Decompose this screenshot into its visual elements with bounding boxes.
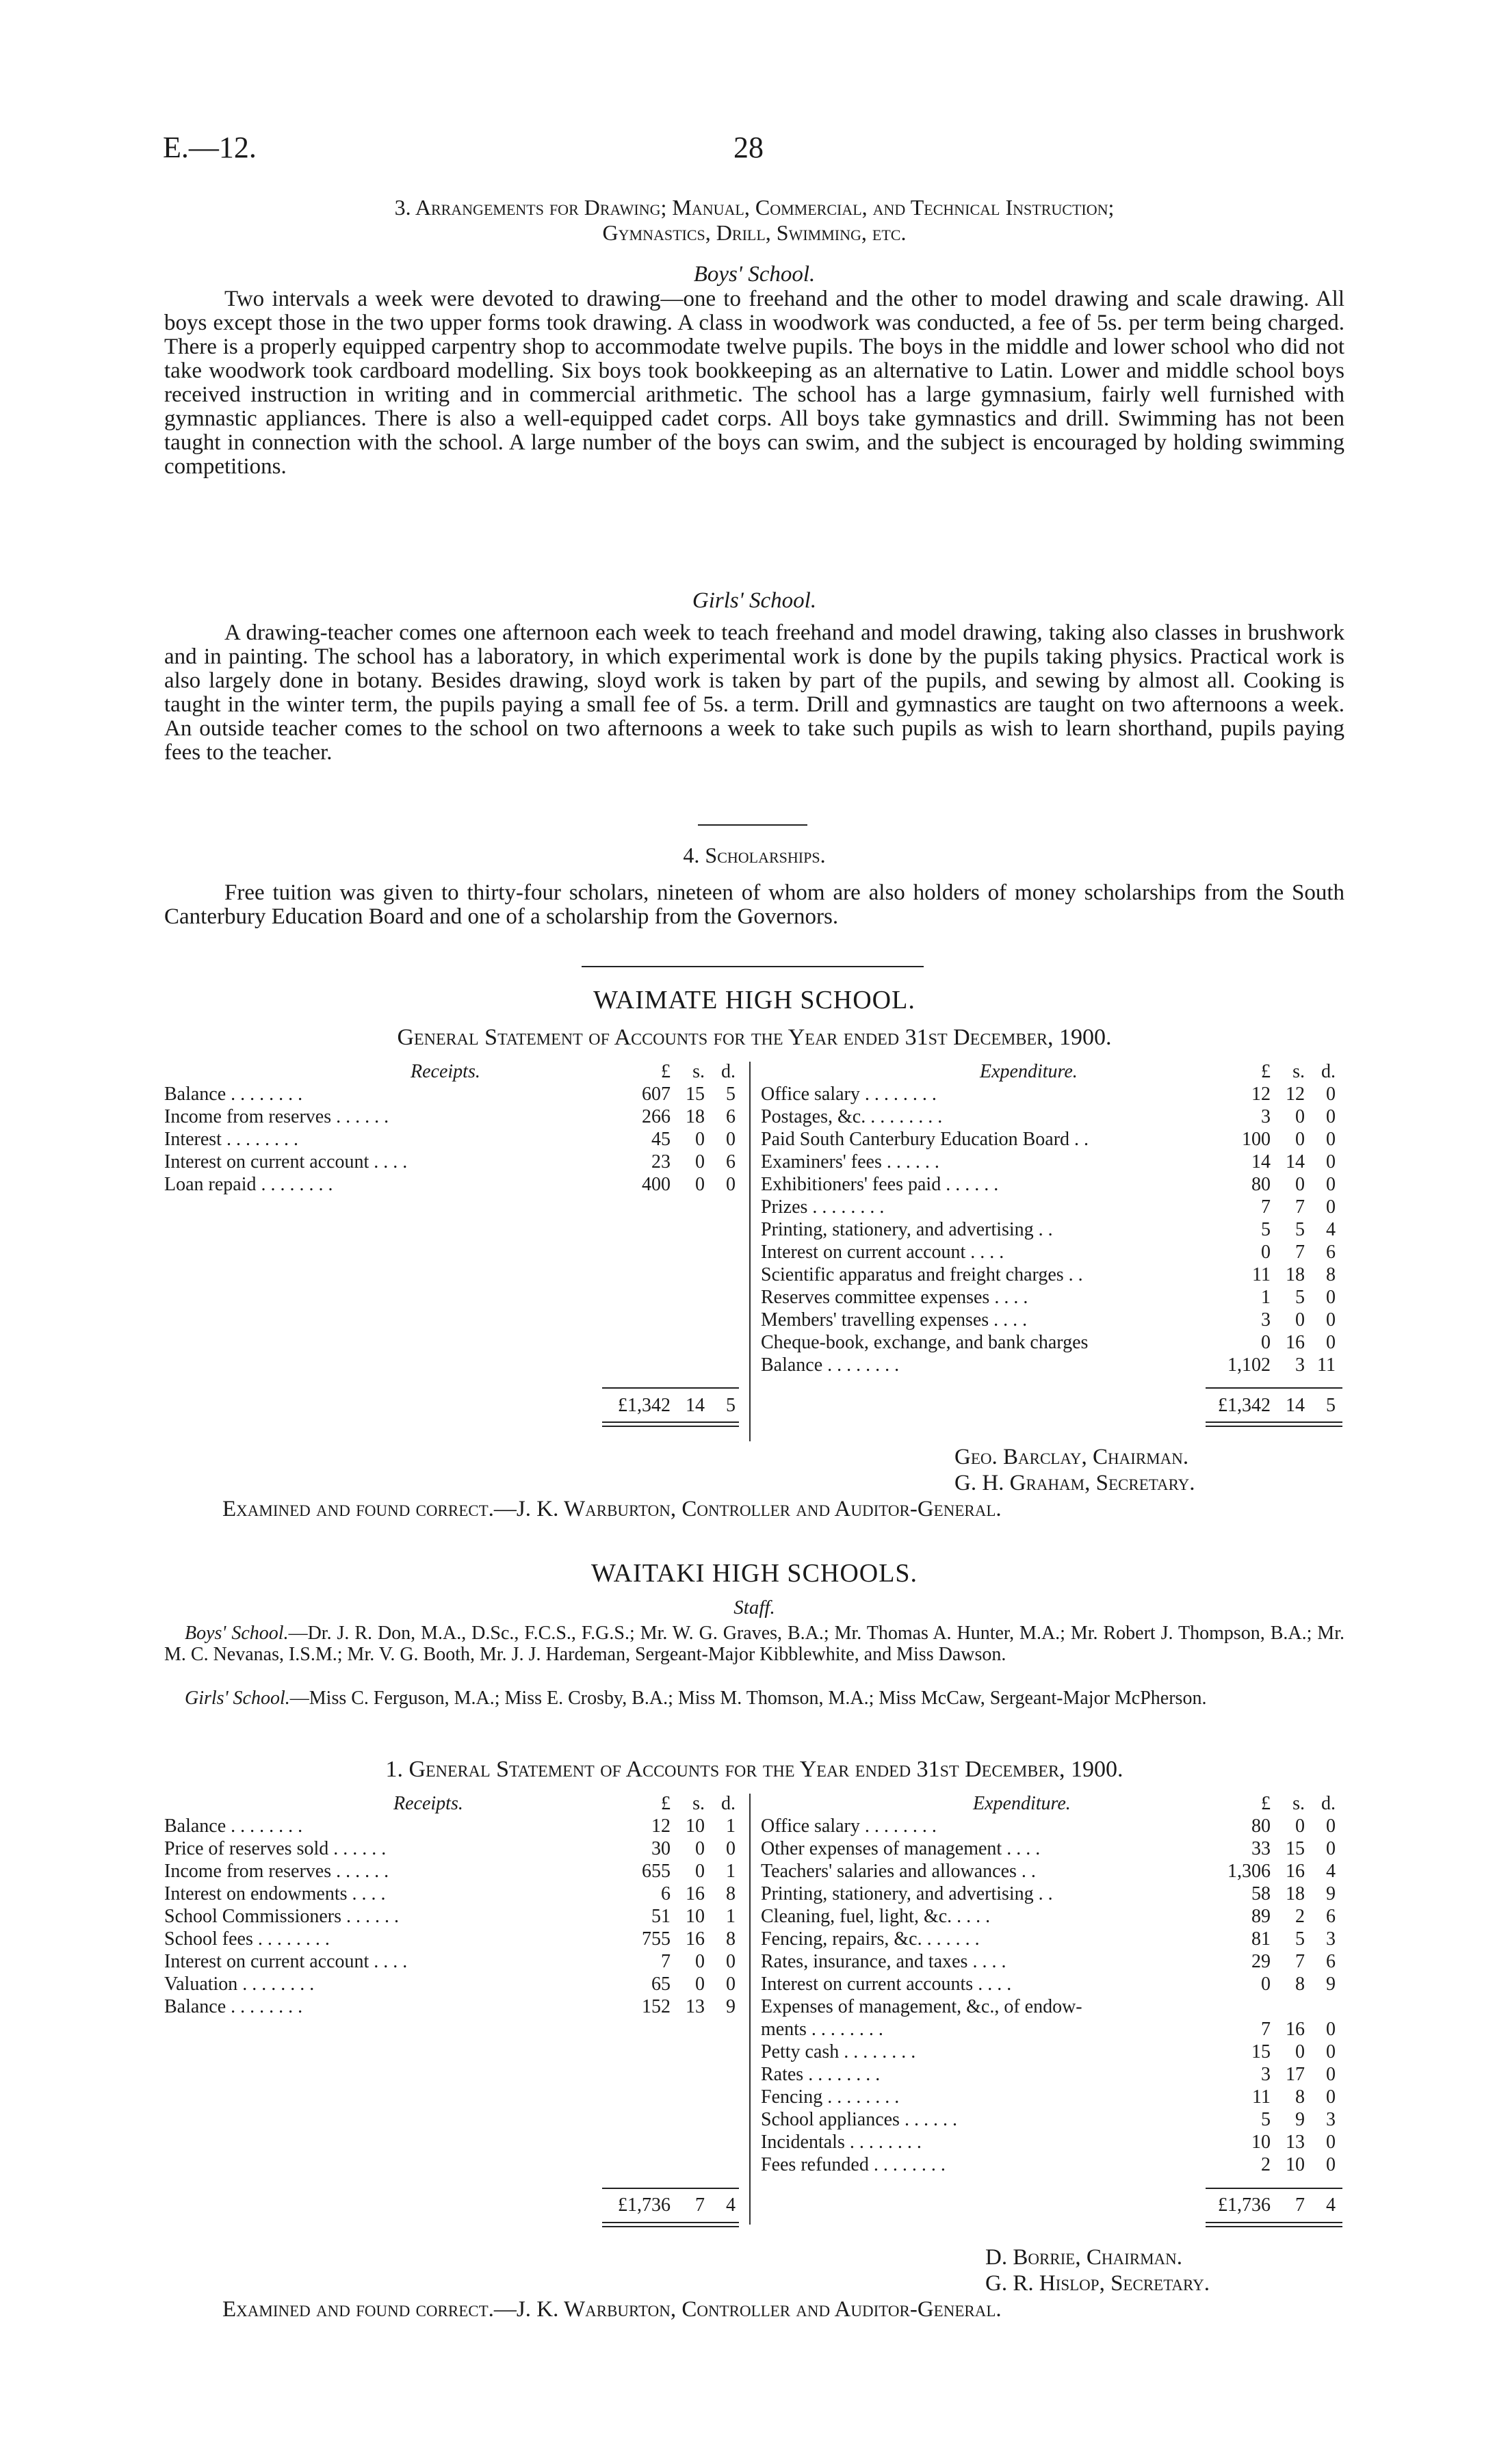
pounds-value: 655 — [642, 1861, 671, 1882]
row-label: Incidentals . . . . . . . . — [761, 2132, 922, 2153]
total-rule — [1206, 1387, 1342, 1389]
row-label: Interest on current account . . . . — [164, 1151, 408, 1172]
shillings-value: 0 — [695, 1151, 705, 1172]
shillings-value: 14 — [1286, 1151, 1305, 1172]
pence-value: 0 — [1326, 1332, 1336, 1353]
pounds-value: 607 — [642, 1084, 671, 1105]
pence-value: 0 — [1326, 2041, 1336, 2062]
table-column-divider — [749, 1062, 751, 1441]
pence-value: 9 — [1326, 1883, 1336, 1904]
row-label: Interest on endowments . . . . — [164, 1883, 386, 1904]
waimate-secretary: G. H. Graham, Secretary. — [954, 1471, 1195, 1495]
total-rule — [602, 1387, 739, 1389]
shillings-value: 0 — [1295, 1816, 1305, 1837]
expenditure-row — [761, 1905, 1349, 1928]
pounds-value: 7 — [1261, 2019, 1271, 2040]
expenditure-row — [761, 1331, 1349, 1354]
pence-value: 11 — [1317, 1354, 1336, 1376]
expenditure-row — [761, 2153, 1349, 2176]
boys-school-heading: Boys' School. — [693, 262, 816, 287]
pence-value: 0 — [726, 1129, 736, 1150]
pounds-value: 10 — [1251, 2132, 1271, 2153]
pence-value: 0 — [1326, 1174, 1336, 1195]
shillings-value: 16 — [1286, 2019, 1305, 2040]
row-label: Examiners' fees . . . . . . — [761, 1151, 939, 1172]
pence-value: 0 — [1326, 1196, 1336, 1218]
row-label: Prizes . . . . . . . . — [761, 1196, 885, 1218]
row-label: Balance . . . . . . . . — [164, 1084, 303, 1105]
pounds-value: 80 — [1251, 1816, 1271, 1837]
pounds-value: 100 — [1242, 1129, 1271, 1150]
shillings-value: 0 — [695, 1974, 705, 1995]
col-shillings: s. — [1292, 1793, 1305, 1814]
waitaki-receipts-total: £1,736 7 4 — [618, 2194, 736, 2216]
shillings-value: 0 — [1295, 2041, 1305, 2062]
total-rule — [602, 2188, 739, 2189]
row-label: School fees . . . . . . . . — [164, 1928, 330, 1950]
double-rule — [1206, 1421, 1342, 1427]
shillings-value: 15 — [686, 1084, 705, 1105]
shillings-value: 18 — [686, 1106, 705, 1127]
scholarships-paragraph: Free tuition was given to thirty-four scholars, nineteen of whom are also holders of money scholarships from the South Canterbury Education Board and one of a scholarship from the Governors. — [164, 880, 1344, 929]
receipt-row — [164, 1105, 742, 1128]
pounds-value: 12 — [1251, 1084, 1271, 1105]
pounds-value: 33 — [1251, 1838, 1271, 1859]
receipts-heading: Receipts. — [411, 1061, 480, 1082]
col-pounds: £ — [661, 1793, 671, 1814]
pence-value: 0 — [1326, 1129, 1336, 1150]
shillings-value: 2 — [1295, 1906, 1305, 1927]
receipt-row — [164, 1815, 742, 1837]
row-label: Interest on current account . . . . — [164, 1951, 408, 1972]
pence-value: 0 — [1326, 1151, 1336, 1172]
pence-value: 5 — [726, 1084, 736, 1105]
pounds-value: 1,102 — [1227, 1354, 1271, 1376]
row-label: Valuation . . . . . . . . — [164, 1974, 315, 1995]
waimate-expenditure-total: £1,342 14 5 — [1218, 1395, 1336, 1416]
shillings-value: 0 — [1295, 1174, 1305, 1195]
shillings-value: 10 — [686, 1906, 705, 1927]
expenditure-row — [761, 2063, 1349, 2086]
expenditure-row — [761, 1151, 1349, 1173]
waimate-chairman: Geo. Barclay, Chairman. — [954, 1445, 1189, 1469]
row-label: Rates . . . . . . . . — [761, 2064, 881, 2085]
expenditure-row — [761, 1196, 1349, 1218]
pounds-value: 3 — [1261, 1106, 1271, 1127]
expenditure-row — [761, 1883, 1349, 1905]
shillings-value: 13 — [1286, 2132, 1305, 2153]
pence-value: 6 — [1326, 1951, 1336, 1972]
pounds-value: 5 — [1261, 1219, 1271, 1240]
shillings-value: 8 — [1295, 2086, 1305, 2108]
pounds-value: 3 — [1261, 2064, 1271, 2085]
pounds-value: 30 — [651, 1838, 671, 1859]
row-label: Interest on current accounts . . . . — [761, 1974, 1012, 1995]
row-label: Printing, stationery, and advertising . . — [761, 1883, 1053, 1904]
waitaki-secretary: G. R. Hislop, Secretary. — [985, 2271, 1210, 2296]
shillings-value: 16 — [686, 1928, 705, 1950]
receipt-row — [164, 1860, 742, 1883]
girls-school-paragraph: A drawing-teacher comes one afternoon each week to teach freehand and model drawing, taking also classes in brushwork and in painting. The school has a laboratory, in which experimental work is done by the pupils taking physics. Practical work is also largely done in botany. Besides drawing, sloyd work is taken by part of the pupils, and sewing by almost all. Cooking is taught in the winter term, the pupils paying a small fee of 5s. a term. Drill and gymnastics are taught on two afternoons a week. An outside teacher comes to the school on two afternoons a week to take such pupils as wish to learn shorthand, pupils paying fees to the teacher. — [164, 620, 1344, 765]
col-pounds: £ — [1261, 1793, 1271, 1814]
row-label: School Commissioners . . . . . . — [164, 1906, 400, 1927]
expenditure-heading: Expenditure. — [980, 1061, 1078, 1082]
receipt-row — [164, 1950, 742, 1973]
pounds-value: 266 — [642, 1106, 671, 1127]
row-label: Reserves committee expenses . . . . — [761, 1287, 1028, 1308]
row-label: Office salary . . . . . . . . — [761, 1084, 937, 1105]
row-label: Paid South Canterbury Education Board . . — [761, 1129, 1089, 1150]
shillings-value: 0 — [695, 1838, 705, 1859]
pence-value: 8 — [726, 1928, 736, 1950]
expenditure-row — [761, 1950, 1349, 1973]
shillings-value: 0 — [695, 1951, 705, 1972]
pence-value: 6 — [1326, 1906, 1336, 1927]
row-label: School appliances . . . . . . — [761, 2109, 957, 2130]
shillings-value: 12 — [1286, 1084, 1305, 1105]
row-label: Income from reserves . . . . . . — [164, 1861, 389, 1882]
girls-school-heading: Girls' School. — [692, 588, 817, 613]
expenditure-row — [761, 1973, 1349, 1995]
staff-heading: Staff. — [733, 1597, 775, 1618]
waimate-expenditure-table — [761, 1060, 1349, 1376]
pence-value: 8 — [1326, 1264, 1336, 1285]
pounds-value: 1 — [1261, 1287, 1271, 1308]
receipt-row — [164, 1883, 742, 1905]
pence-value: 4 — [1326, 1861, 1336, 1882]
waitaki-examined: Examined and found correct.—J. K. Warburton, Controller and Auditor-General. — [222, 2297, 1002, 2322]
pence-value: 0 — [1326, 1816, 1336, 1837]
receipt-row — [164, 1837, 742, 1860]
receipts-heading: Receipts. — [393, 1793, 463, 1814]
expenditure-row — [761, 1995, 1349, 2018]
expenditure-row — [761, 2086, 1349, 2108]
expenditure-row — [761, 1309, 1349, 1331]
expenditure-row — [761, 1241, 1349, 1263]
waitaki-expenditure-table — [761, 1792, 1349, 2176]
shillings-value: 17 — [1286, 2064, 1305, 2085]
shillings-value: 0 — [695, 1174, 705, 1195]
waimate-title: WAIMATE HIGH SCHOOL. — [593, 986, 915, 1014]
pounds-value: 755 — [642, 1928, 671, 1950]
waitaki-statement-title: 1. General Statement of Accounts for the Year ended 31st December, 1900. — [385, 1757, 1123, 1782]
waitaki-receipts-table — [164, 1792, 742, 2018]
shillings-value: 16 — [686, 1883, 705, 1904]
expenditure-row — [761, 1815, 1349, 1837]
receipt-row — [164, 1905, 742, 1928]
pence-value: 0 — [726, 1974, 736, 1995]
col-pounds: £ — [1261, 1061, 1271, 1082]
row-label: Price of reserves sold . . . . . . — [164, 1838, 387, 1859]
shillings-value: 3 — [1295, 1354, 1305, 1376]
pence-value: 8 — [726, 1883, 736, 1904]
waimate-receipts-total: £1,342 14 5 — [618, 1395, 736, 1416]
col-pence: d. — [1321, 1061, 1336, 1082]
shillings-value: 0 — [1295, 1106, 1305, 1127]
row-label: Income from reserves . . . . . . — [164, 1106, 389, 1127]
row-label: Balance . . . . . . . . — [761, 1354, 900, 1376]
expenditure-row — [761, 1860, 1349, 1883]
waitaki-expenditure-total: £1,736 7 4 — [1218, 2194, 1336, 2216]
expenditure-row — [761, 1218, 1349, 1241]
pence-value: 0 — [1326, 2154, 1336, 2175]
expenditure-row — [761, 1083, 1349, 1105]
waitaki-girls-staff: Girls' School.—Miss C. Ferguson, M.A.; Miss E. Crosby, B.A.; Miss M. Thomson, M.A.; Miss McCaw, Sergeant-Major McPherson. — [185, 1688, 1207, 1709]
row-label: Postages, &c. . . . . . . . . — [761, 1106, 943, 1127]
pounds-value: 51 — [651, 1906, 671, 1927]
expenditure-row — [761, 2108, 1349, 2131]
pounds-value: 29 — [1251, 1951, 1271, 1972]
receipt-row — [164, 1973, 742, 1995]
double-rule — [602, 1421, 739, 1427]
expenditure-row — [761, 2041, 1349, 2063]
report-reference: E.—12. — [163, 131, 257, 164]
pounds-value: 11 — [1252, 1264, 1271, 1285]
pounds-value: 0 — [1261, 1974, 1271, 1995]
col-pence: d. — [721, 1061, 736, 1082]
pence-value: 0 — [1326, 2086, 1336, 2108]
pounds-value: 0 — [1261, 1242, 1271, 1263]
row-label: Printing, stationery, and advertising . . — [761, 1219, 1053, 1240]
waitaki-title: WAITAKI HIGH SCHOOLS. — [590, 1559, 918, 1588]
pounds-value: 23 — [651, 1151, 671, 1172]
expenditure-row — [761, 1105, 1349, 1128]
divider — [698, 824, 807, 826]
pounds-value: 80 — [1251, 1174, 1271, 1195]
shillings-value: 16 — [1286, 1861, 1305, 1882]
row-label: Fencing, repairs, &c. . . . . . . — [761, 1928, 980, 1950]
receipt-row — [164, 1151, 742, 1173]
expenditure-row — [761, 2018, 1349, 2041]
shillings-value: 5 — [1295, 1219, 1305, 1240]
col-pence: d. — [721, 1793, 736, 1814]
table-column-divider — [749, 1794, 751, 2225]
pounds-value: 14 — [1251, 1151, 1271, 1172]
pence-value: 0 — [726, 1951, 736, 1972]
pence-value: 0 — [1326, 1838, 1336, 1859]
receipt-row — [164, 1928, 742, 1950]
pounds-value: 7 — [661, 1951, 671, 1972]
pounds-value: 15 — [1251, 2041, 1271, 2062]
shillings-value: 0 — [695, 1861, 705, 1882]
pounds-value: 152 — [642, 1996, 671, 2017]
shillings-value: 9 — [1295, 2109, 1305, 2130]
pounds-value: 0 — [1261, 1332, 1271, 1353]
pence-value: 3 — [1326, 2109, 1336, 2130]
row-label: ments . . . . . . . . — [761, 2019, 883, 2040]
expenditure-row — [761, 1837, 1349, 1860]
row-label: Office salary . . . . . . . . — [761, 1816, 937, 1837]
expenditure-row — [761, 1928, 1349, 1950]
pence-value: 0 — [1326, 2064, 1336, 2085]
pence-value: 0 — [1326, 1287, 1336, 1308]
pounds-value: 11 — [1252, 2086, 1271, 2108]
row-label: Other expenses of management . . . . — [761, 1838, 1041, 1859]
receipt-row — [164, 1083, 742, 1105]
pounds-value: 6 — [661, 1883, 671, 1904]
section3-title-line1: 3. Arrangements for Drawing; Manual, Commercial, and Technical Instruction; — [394, 195, 1115, 220]
row-label: Balance . . . . . . . . — [164, 1996, 303, 2017]
shillings-value: 8 — [1295, 1974, 1305, 1995]
pence-value: 1 — [726, 1861, 736, 1882]
row-label: Loan repaid . . . . . . . . — [164, 1174, 333, 1195]
pence-value: 0 — [1326, 2019, 1336, 2040]
row-label: Teachers' salaries and allowances . . — [761, 1861, 1036, 1882]
double-rule — [602, 2222, 739, 2227]
row-label: Fees refunded . . . . . . . . — [761, 2154, 946, 2175]
pence-value: 9 — [726, 1996, 736, 2017]
pounds-value: 58 — [1251, 1883, 1271, 1904]
pence-value: 0 — [726, 1174, 736, 1195]
pounds-value: 65 — [651, 1974, 671, 1995]
pence-value: 3 — [1326, 1928, 1336, 1950]
receipt-row — [164, 1173, 742, 1196]
row-label: Rates, insurance, and taxes . . . . — [761, 1951, 1006, 1972]
pence-value: 0 — [1326, 2132, 1336, 2153]
shillings-value: 0 — [695, 1129, 705, 1150]
pence-value: 0 — [726, 1838, 736, 1859]
shillings-value: 5 — [1295, 1287, 1305, 1308]
shillings-value: 5 — [1295, 1928, 1305, 1950]
section3-title-line2: Gymnastics, Drill, Swimming, etc. — [602, 220, 907, 245]
shillings-value: 10 — [686, 1816, 705, 1837]
shillings-value: 7 — [1295, 1951, 1305, 1972]
pounds-value: 81 — [1251, 1928, 1271, 1950]
row-label: Cheque-book, exchange, and bank charges — [761, 1332, 1089, 1353]
row-label: Interest on current account . . . . — [761, 1242, 1004, 1263]
shillings-value: 7 — [1295, 1196, 1305, 1218]
row-label: Expenses of management, &c., of endow- — [761, 1996, 1082, 2017]
row-label: Interest . . . . . . . . — [164, 1129, 298, 1150]
shillings-value: 15 — [1286, 1838, 1305, 1859]
pence-value: 1 — [726, 1816, 736, 1837]
expenditure-row — [761, 1354, 1349, 1376]
row-label: Petty cash . . . . . . . . — [761, 2041, 916, 2062]
pence-value: 6 — [726, 1151, 736, 1172]
pence-value: 0 — [1326, 1106, 1336, 1127]
shillings-value: 18 — [1286, 1883, 1305, 1904]
row-label: Balance . . . . . . . . — [164, 1816, 303, 1837]
row-label: Members' travelling expenses . . . . — [761, 1309, 1028, 1331]
col-shillings: s. — [692, 1061, 705, 1082]
pence-value: 0 — [1326, 1084, 1336, 1105]
receipt-row — [164, 1128, 742, 1151]
shillings-value: 7 — [1295, 1242, 1305, 1263]
pounds-value: 5 — [1261, 2109, 1271, 2130]
waitaki-boys-staff: Boys' School.—Dr. J. R. Don, M.A., D.Sc., F.C.S., F.G.S.; Mr. W. G. Graves, B.A.; Mr. Thomas A. Hunter, M.A.; Mr. Robert J. Thompson, B.A.; Mr. M. C. Nevanas, I.S.M.; Mr. V. G. Booth, Mr. J. J. Hardeman, Sergeant-Major Kibblewhite, and Miss Dawson. — [164, 1623, 1344, 1665]
pounds-value: 7 — [1261, 1196, 1271, 1218]
pounds-value: 89 — [1251, 1906, 1271, 1927]
shillings-value: 16 — [1286, 1332, 1305, 1353]
row-label: Scientific apparatus and freight charges . . — [761, 1264, 1083, 1285]
shillings-value: 0 — [1295, 1129, 1305, 1150]
row-label: Exhibitioners' fees paid . . . . . . — [761, 1174, 999, 1195]
shillings-value: 13 — [686, 1996, 705, 2017]
waimate-receipts-table — [164, 1060, 742, 1196]
expenditure-row — [761, 1263, 1349, 1286]
pence-value: 6 — [1326, 1242, 1336, 1263]
shillings-value: 0 — [1295, 1309, 1305, 1331]
pounds-value: 2 — [1261, 2154, 1271, 2175]
scholarships-title: 4. Scholarships. — [683, 843, 826, 867]
row-label: Fencing . . . . . . . . — [761, 2086, 900, 2108]
pence-value: 4 — [1326, 1219, 1336, 1240]
expenditure-row — [761, 1128, 1349, 1151]
col-shillings: s. — [1292, 1061, 1305, 1082]
col-shillings: s. — [692, 1793, 705, 1814]
expenditure-heading: Expenditure. — [973, 1793, 1071, 1814]
receipt-row — [164, 1995, 742, 2018]
row-label: Cleaning, fuel, light, &c. . . . . — [761, 1906, 991, 1927]
expenditure-row — [761, 1286, 1349, 1309]
divider — [582, 966, 924, 967]
pence-value: 9 — [1326, 1974, 1336, 1995]
pounds-value: 3 — [1261, 1309, 1271, 1331]
pounds-value: 1,306 — [1227, 1861, 1271, 1882]
pounds-value: 400 — [642, 1174, 671, 1195]
col-pounds: £ — [661, 1061, 671, 1082]
page-number: 28 — [733, 131, 764, 164]
pence-value: 0 — [1326, 1309, 1336, 1331]
waimate-statement-title: General Statement of Accounts for the Year ended 31st December, 1900. — [397, 1025, 1112, 1050]
expenditure-row — [761, 2131, 1349, 2153]
pounds-value: 45 — [651, 1129, 671, 1150]
pence-value: 1 — [726, 1906, 736, 1927]
shillings-value: 10 — [1286, 2154, 1305, 2175]
shillings-value: 18 — [1286, 1264, 1305, 1285]
pounds-value: 12 — [651, 1816, 671, 1837]
waimate-examined: Examined and found correct.—J. K. Warburton, Controller and Auditor-General. — [222, 1497, 1002, 1521]
col-pence: d. — [1321, 1793, 1336, 1814]
total-rule — [1206, 2188, 1342, 2189]
pence-value: 6 — [726, 1106, 736, 1127]
waitaki-chairman: D. Borrie, Chairman. — [985, 2245, 1182, 2270]
expenditure-row — [761, 1173, 1349, 1196]
boys-school-paragraph: Two intervals a week were devoted to drawing—one to freehand and the other to model drawing and scale drawing. All boys except those in the two upper forms took drawing. A class in woodwork was conducted, a fee of 5s. per term being charged. There is a properly equipped carpentry shop to accommodate twelve pupils. The boys in the middle and lower school who did not take woodwork took cardboard modelling. Six boys took bookkeeping as an alternative to Latin. Lower and middle school boys received instruction in writing and in commercial arithmetic. The school has a large gymnasium, fairly well furnished with gymnastic appliances. There is also a well-equipped cadet corps. All boys take gymnastics and drill. Swimming has not been taught in connection with the school. A large number of the boys can swim, and the subject is encouraged by holding swimming competitions. — [164, 287, 1344, 479]
double-rule — [1206, 2222, 1342, 2227]
